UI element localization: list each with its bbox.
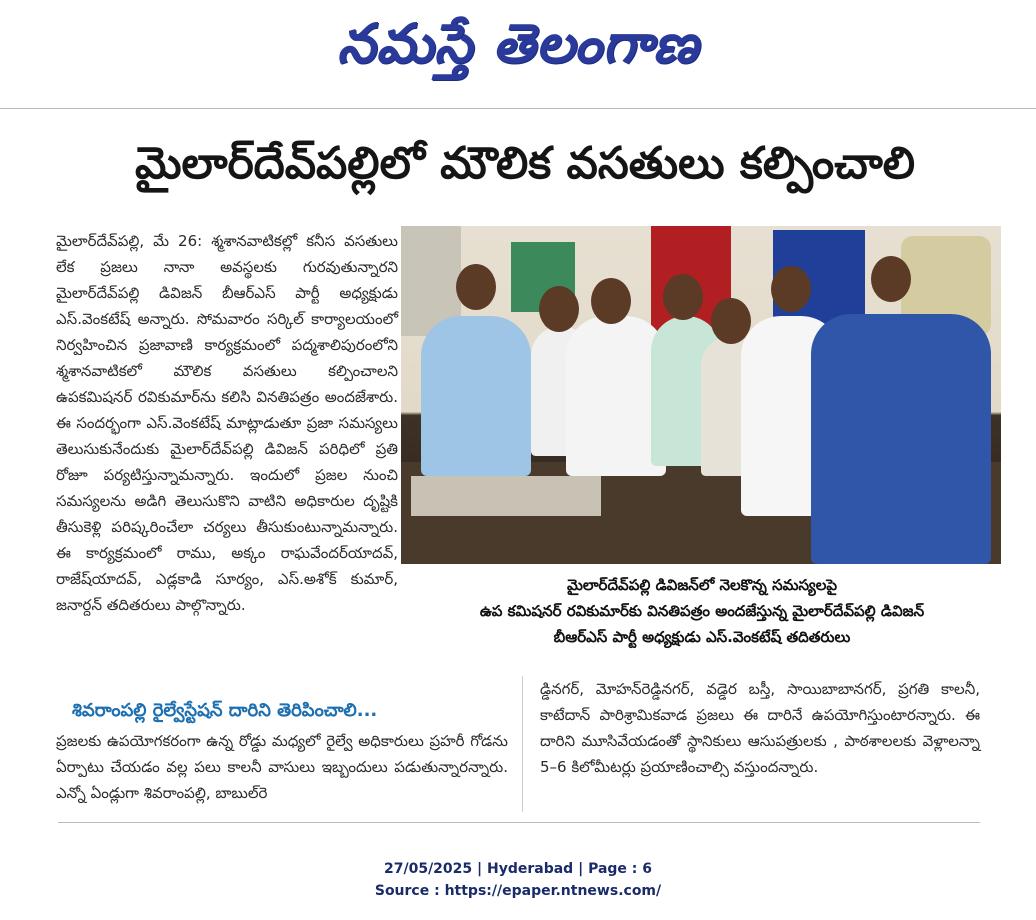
photo-person-head <box>456 264 496 310</box>
article-body-bottom-right: డ్డినగర్, మోహన్‌రెడ్డినగర్, వడ్డెర బస్తీ, సాయిబాబానగర్, ప్రగతి కాలనీ, కాటేదాన్ పారిశ్రామికవాడ ప్రజలు ఈ దారినే ఉపయోగిస్తుంటారన్నారు. ఈ దారిని మూసివేయడంతో స్థానికులు ఆసుపత్రులకు , పాఠశాలలకు వెళ్లాలన్నా 5–6 కిలోమీటర్లు ప్రయాణించాల్సి వస్తుందన్నారు. <box>540 680 980 776</box>
newspaper-logo: నమస్తే తెలంగాణ <box>337 11 699 75</box>
photo-person <box>421 316 531 476</box>
footer-divider <box>58 822 980 823</box>
photo-person <box>811 314 991 564</box>
photo-person-head <box>663 274 703 320</box>
article-body-left: మైలార్‌దేవ్‌పల్లి, మే 26: శ్మశానవాటికల్లో కనీస వసతులు లేక ప్రజలు నానా అవస్థలకు గురవుతున్నారని మైలార్‌దేవ్‌పల్లి డివిజన్ బీఆర్‌ఎస్ పార్టీ అధ్యక్షుడు ఎస్.వెంకటేష్ అన్నారు. సోమవారం సర్కిల్ కార్యాలయంలో నిర్వహించిన ప్రజావాణి కార్యక్రమంలో పద్మశాలిపురంలోని శ్మశానవాటికలో మౌలిక వసతులు కల్పించాలని ఉపకమిషనర్ రవికుమార్‌ను కలిసి వినతిపత్రం అందజేశారు. ఈ సందర్భంగా ఎస్.వెంకటేష్ మాట్లాడుతూ ప్రజా సమస్యలు తెలుసుకునేందుకు మైలార్‌దేవ్‌పల్లి డివిజన్ పరిధిలో ప్రతి రోజూ పర్యటిస్తున్నామన్నారు. ఇందులో ప్రజల నుంచి సమస్యలను అడిగి తెలుసుకొని వాటిని అధికారుల దృష్టికి తీసుకెళ్లి పరిష్కరించేలా చర్యలు తీసుకుంటున్నామన్నారు. ఈ కార్యక్రమంలో రాము, అక్కం రాఘవేందర్‌యాదవ్, రాజేష్‌యాదవ్, ఎడ్లకాడి సూర్యం, ఎస్.అశోక్ కుమార్, జనార్దన్ తదితరులు పాల్గొన్నారు. <box>56 232 398 614</box>
caption-line: ఉప కమిషనర్ రవికుమార్‌కు వినతిపత్రం అందజేస్తున్న మైలార్‌దేవ్‌పల్లి డివిజన్ <box>479 602 925 620</box>
masthead <box>0 0 1036 100</box>
photo-person-head <box>539 286 579 332</box>
photo-person-head <box>871 256 911 302</box>
photo-person-head <box>771 266 811 312</box>
article-subhead: శివరాంపల్లి రైల్వేస్టేషన్ దారిని తెరిపించాలి... <box>72 700 378 721</box>
caption-line: మైలార్‌దేవ్‌పల్లి డివిజన్‌లో నెలకొన్న సమస్యలపై <box>566 576 838 594</box>
column-divider <box>522 676 523 812</box>
masthead-divider <box>0 108 1036 109</box>
page-footer <box>0 858 1036 902</box>
photo-papers <box>411 476 601 516</box>
caption-line: బీఆర్‌ఎస్ పార్టీ అధ్యక్షుడు ఎస్.వెంకటేష్ తదితరులు <box>553 628 851 646</box>
article-photo <box>401 226 1001 564</box>
footer-date-edition: 27/05/2025 | Hyderabad | Page : 6 <box>383 861 653 877</box>
article-headline: మైలార్‌దేవ్‌పల్లిలో మౌలిక వసతులు కల్పించాలి <box>134 138 916 189</box>
photo-caption <box>404 572 1000 650</box>
photo-person-head <box>591 278 631 324</box>
footer-source-link[interactable]: Source : https://epaper.ntnews.com/ <box>374 883 662 899</box>
article-body-bottom-left: ప్రజలకు ఉపయోగకరంగా ఉన్న రోడ్డు మధ్యలో రైల్వే అధికారులు ప్రహరీ గోడను ఏర్పాటు చేయడం వల్ల పలు కాలనీ వాసులు ఇబ్బందులు పడుతున్నారన్నారు. ఎన్నో ఏండ్లుగా శివరాంపల్లి, బాబుల్‌రె <box>56 732 508 802</box>
